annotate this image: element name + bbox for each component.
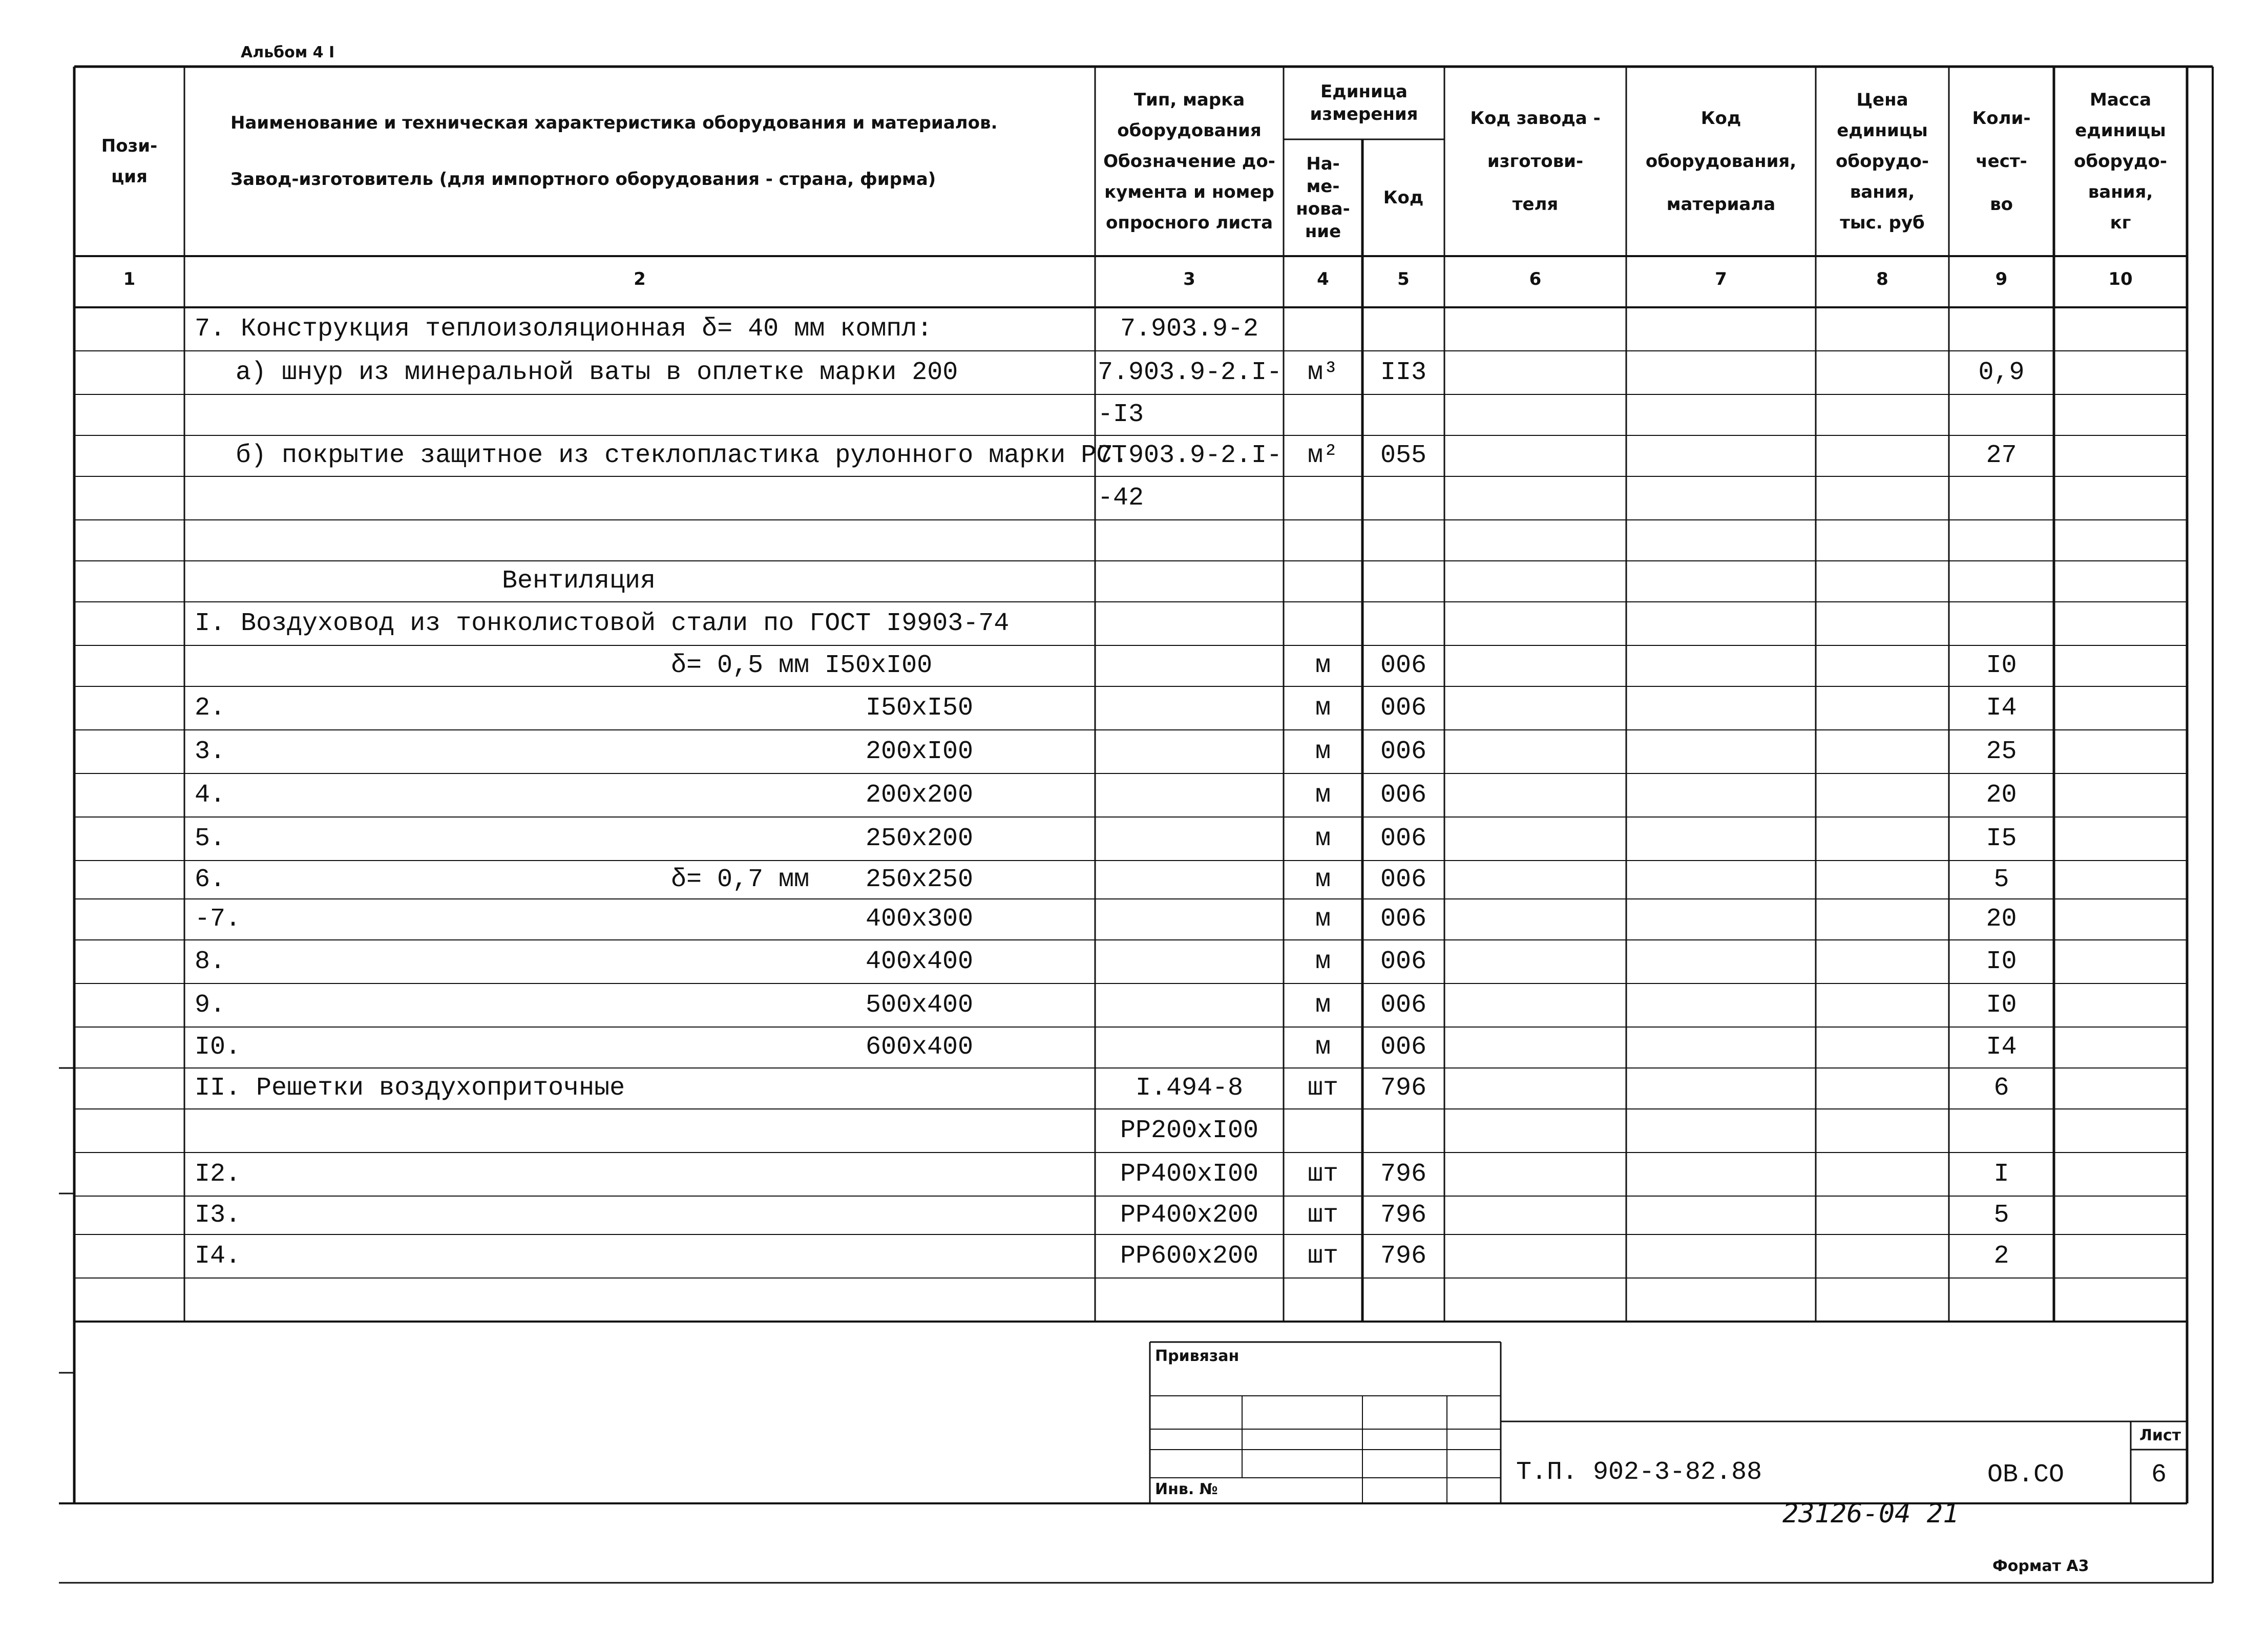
item-size: 250x250 [866, 865, 974, 894]
item-unit: м [1315, 824, 1331, 853]
item-size: 200xI00 [866, 737, 974, 766]
header-equipment-code-line: оборудования, [1645, 151, 1797, 172]
header-unit-price-line: оборудо- [1836, 151, 1929, 172]
item-quantity: I0 [1986, 651, 2017, 680]
item-name: I3. [195, 1200, 241, 1230]
item-size: 250x200 [866, 824, 974, 853]
item-name: 7. Конструкция теплоизоляционная δ= 40 мм компл: [195, 314, 933, 344]
item-unit: шт [1307, 1200, 1338, 1230]
header-unit-name-line: На- [1306, 154, 1340, 174]
item-unit: м [1315, 947, 1331, 976]
item-code: 006 [1380, 780, 1426, 810]
header-unit-code [1362, 139, 1444, 256]
format-label: Формат А3 [1992, 1557, 2089, 1575]
column-number: 8 [1876, 269, 1888, 289]
column-number: 5 [1397, 269, 1410, 289]
item-type: РР200хI00 [1120, 1116, 1259, 1145]
item-type: РР600х200 [1120, 1241, 1259, 1271]
item-quantity: I4 [1986, 693, 2017, 723]
header-unit-name-line: нова- [1296, 199, 1350, 219]
item-name: I4. [195, 1241, 241, 1271]
column-number: 3 [1183, 269, 1195, 289]
item-quantity: 20 [1986, 780, 2017, 810]
header-position-line: ция [111, 166, 148, 187]
item-quantity: 20 [1986, 905, 2017, 934]
header-type-line: Тип, марка [1133, 90, 1245, 110]
item-name: I. Воздуховод из тонколистовой стали по ГОСТ I9903-74 [195, 609, 1010, 638]
item-type: РР400х200 [1120, 1200, 1259, 1230]
item-unit: м³ [1307, 358, 1338, 387]
item-unit: м [1315, 865, 1331, 894]
header-mass-line: вания, [2088, 182, 2153, 202]
header-type-line: Обозначение до- [1103, 151, 1275, 172]
header-unit-name [1284, 139, 1362, 256]
item-name: 9. [195, 990, 226, 1020]
header-unit-price-line: вания, [1850, 182, 1915, 202]
item-name: II. Решетки воздухоприточные [195, 1074, 625, 1103]
item-name: 8. [195, 947, 226, 976]
item-code: 006 [1380, 905, 1426, 934]
header-mass-line: оборудо- [2074, 151, 2167, 172]
header-unit-name-line: ме- [1306, 176, 1340, 197]
item-code: 796 [1380, 1159, 1426, 1189]
item-code: 006 [1380, 693, 1426, 723]
sheet-number: 6 [2151, 1460, 2167, 1490]
header-type-line: кумента и номер [1104, 182, 1274, 202]
header-type-line: оборудования [1117, 120, 1262, 141]
item-name: 5. [195, 824, 226, 853]
header-equipment-code [1626, 67, 1816, 256]
item-quantity: I5 [1986, 824, 2017, 853]
sheet-label: Лист [2139, 1427, 2181, 1444]
header-unit-price-line: Цена [1856, 90, 1908, 110]
column-number: 10 [2108, 269, 2133, 289]
item-code: 006 [1380, 824, 1426, 853]
item-name: Вентиляция [502, 567, 656, 596]
header-unit [1284, 67, 1444, 139]
item-quantity: I0 [1986, 947, 2017, 976]
header-quantity-line: Коли- [1972, 108, 2031, 129]
item-quantity: 6 [1993, 1074, 2009, 1103]
item-size: 500x400 [866, 990, 974, 1020]
item-code: 006 [1380, 651, 1426, 680]
column-number: 1 [123, 269, 136, 289]
header-quantity-line: чест- [1976, 151, 2027, 172]
item-code: 006 [1380, 947, 1426, 976]
header-plant-code-line: теля [1512, 194, 1559, 215]
stamp-bound-label: Привязан [1155, 1347, 1240, 1365]
item-code: 006 [1380, 865, 1426, 894]
item-size: I50xI50 [866, 693, 974, 723]
header-plant-code-line: изготови- [1487, 151, 1584, 172]
item-code: II3 [1380, 358, 1426, 387]
header-equipment-code-line: материала [1666, 194, 1776, 215]
item-unit: м [1315, 905, 1331, 934]
header-unit-code-line: Код [1383, 187, 1424, 208]
item-type: 7.903.9-2 [1120, 314, 1259, 344]
header-equipment-code-line: Код [1700, 108, 1741, 129]
header-position [74, 67, 184, 256]
item-type: I.494-8 [1135, 1074, 1244, 1103]
item-code: 796 [1380, 1241, 1426, 1271]
item-unit: м [1315, 990, 1331, 1020]
item-name: -7. [195, 905, 241, 934]
header-position-line: Пози- [101, 136, 158, 156]
header-mass-line: единицы [2075, 120, 2166, 141]
item-code: 006 [1380, 737, 1426, 766]
document-code: Т.П. 902-3-82.88 [1516, 1458, 1762, 1487]
header-unit-price [1816, 67, 1949, 256]
item-unit: м [1315, 651, 1331, 680]
header-name-line2: Завод-изготовитель (для импортного оборудования - страна, фирма) [230, 169, 936, 190]
column-number: 4 [1317, 269, 1329, 289]
header-unit-line: измерения [1310, 104, 1418, 124]
item-unit: м [1315, 693, 1331, 723]
column-number: 7 [1715, 269, 1727, 289]
header-unit-price-line: единицы [1837, 120, 1928, 141]
item-type: 7.903.9-2.I- [1098, 358, 1283, 387]
document-section: ОВ.СО [1987, 1460, 2065, 1490]
handwritten-number: 23126-04 21 [1782, 1498, 1959, 1529]
item-size: 400x300 [866, 905, 974, 934]
item-quantity: I [1993, 1159, 2009, 1189]
column-number: 2 [634, 269, 646, 289]
item-size: 400x400 [866, 947, 974, 976]
item-note: δ= 0,7 мм [671, 865, 810, 894]
item-unit: м² [1307, 441, 1338, 470]
header-type-line: опросного листа [1105, 213, 1273, 233]
item-name: 4. [195, 780, 226, 810]
header-type [1095, 67, 1284, 256]
item-quantity: 5 [1993, 865, 2009, 894]
header-mass-line: Масса [2089, 90, 2152, 110]
item-unit: шт [1307, 1241, 1338, 1271]
header-plant-code-line: Код завода - [1470, 108, 1601, 129]
header-mass-line: кг [2110, 213, 2131, 233]
item-quantity: I0 [1986, 990, 2017, 1020]
item-type: 7.903.9-2.I- [1098, 441, 1283, 470]
header-unit-name-line: ние [1305, 221, 1341, 242]
item-type: -42 [1098, 483, 1144, 513]
item-name: а) шнур из минеральной ваты в оплетке марки 200 [236, 358, 958, 387]
header-plant-code [1444, 67, 1626, 256]
header-quantity-line: во [1990, 194, 2013, 215]
item-quantity: 27 [1986, 441, 2017, 470]
item-name: 6. [195, 865, 226, 894]
column-number: 9 [1995, 269, 2008, 289]
stamp-inventory-label: Инв. № [1155, 1480, 1218, 1498]
header-name-line1: Наименование и техническая характеристика оборудования и материалов. [230, 113, 998, 133]
item-name: 2. [195, 693, 226, 723]
item-unit: м [1315, 780, 1331, 810]
item-quantity: I4 [1986, 1033, 2017, 1062]
item-size: 200x200 [866, 780, 974, 810]
item-unit: м [1315, 737, 1331, 766]
item-name: 3. [195, 737, 226, 766]
item-name: I2. [195, 1159, 241, 1189]
item-type: -I3 [1098, 400, 1144, 429]
header-mass [2054, 67, 2187, 256]
item-quantity: 5 [1993, 1200, 2009, 1230]
item-name: I0. [195, 1033, 241, 1062]
item-name: δ= 0,5 мм I50xI00 [671, 651, 933, 680]
item-type: РР400хI00 [1120, 1159, 1259, 1189]
header-quantity [1949, 67, 2054, 256]
item-quantity: 25 [1986, 737, 2017, 766]
item-code: 796 [1380, 1200, 1426, 1230]
header-unit-price-line: тыс. руб [1840, 213, 1925, 233]
item-unit: шт [1307, 1074, 1338, 1103]
column-number: 6 [1529, 269, 1542, 289]
item-code: 006 [1380, 990, 1426, 1020]
item-unit: м [1315, 1033, 1331, 1062]
item-code: 006 [1380, 1033, 1426, 1062]
item-size: 600x400 [866, 1033, 974, 1062]
item-unit: шт [1307, 1159, 1338, 1189]
item-name: б) покрытие защитное из стеклопластика рулонного марки РСТ [236, 441, 1127, 470]
item-quantity: 0,9 [1978, 358, 2025, 387]
item-code: 055 [1380, 441, 1426, 470]
album-mark: Альбом 4 I [241, 44, 335, 61]
item-quantity: 2 [1993, 1241, 2009, 1271]
header-unit-line: Единица [1320, 81, 1408, 102]
item-code: 796 [1380, 1074, 1426, 1103]
